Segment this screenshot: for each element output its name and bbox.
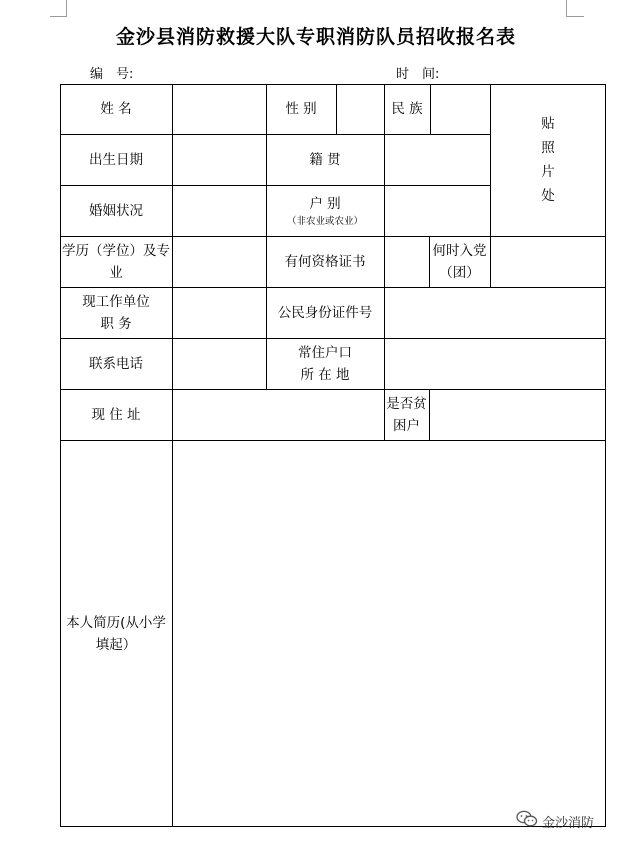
hukou-type-note: （非农业或农业）	[286, 216, 363, 227]
name-field[interactable]	[173, 84, 266, 134]
photo-char: 片	[541, 164, 555, 180]
work-unit-text: 职 务	[100, 316, 132, 332]
resume-text: 本人简历(从小学	[66, 615, 166, 631]
phone-label: 联系电话	[89, 356, 143, 372]
party-join-field[interactable]	[491, 237, 606, 287]
native-place-field[interactable]	[385, 135, 490, 185]
crop-mark-top-right	[566, 16, 584, 17]
work-unit-label	[60, 288, 172, 338]
hukou-type-label	[266, 186, 384, 236]
phone-field[interactable]	[173, 339, 266, 389]
crop-mark-top-left	[50, 16, 67, 17]
wechat-icon	[516, 810, 538, 832]
certificates-field[interactable]	[385, 237, 429, 287]
native-place-label: 籍 贯	[309, 152, 341, 168]
hukou-type-field[interactable]	[385, 186, 490, 236]
work-unit-text: 现工作单位	[82, 294, 150, 310]
ethnicity-field[interactable]	[431, 84, 490, 134]
time-label: 时 间:	[396, 67, 440, 82]
photo-char: 处	[541, 188, 555, 204]
poverty-text: 困户	[393, 418, 420, 434]
address-field[interactable]	[173, 390, 384, 440]
education-field[interactable]	[173, 237, 266, 287]
photo-box[interactable]	[490, 84, 606, 236]
crop-mark-top-left	[66, 0, 67, 16]
resume-text: 填起）	[95, 637, 137, 653]
residence-label	[266, 339, 384, 389]
crop-mark-top-right	[566, 0, 567, 16]
birth-date-field[interactable]	[173, 135, 266, 185]
work-unit-field[interactable]	[173, 288, 266, 338]
poverty-label	[384, 390, 429, 440]
party-join-text: （团）	[439, 265, 480, 281]
id-number-label: 公民身份证件号	[277, 305, 373, 321]
watermark-text: 金沙消防	[542, 815, 595, 831]
education-text: 学历（学位）及专	[62, 243, 170, 259]
photo-char: 照	[541, 140, 555, 156]
address-label: 现 住 址	[91, 407, 141, 423]
education-label	[60, 237, 172, 287]
birth-date-label: 出生日期	[89, 152, 143, 168]
id-number-field[interactable]	[385, 288, 606, 338]
residence-text: 常住户口	[298, 345, 352, 361]
document-title: 金沙县消防救援大队专职消防队员招收报名表	[115, 26, 516, 48]
marital-status-label: 婚姻状况	[89, 203, 143, 219]
party-join-label	[429, 237, 490, 287]
name-label: 姓 名	[100, 101, 132, 117]
residence-text: 所 在 地	[300, 367, 350, 383]
ethnicity-label: 民 族	[391, 101, 423, 117]
party-join-text: 何时入党	[432, 243, 487, 259]
number-label: 编 号:	[90, 67, 134, 82]
resume-field[interactable]	[173, 441, 606, 827]
registration-form	[60, 84, 606, 827]
gender-field[interactable]	[337, 84, 384, 134]
poverty-field[interactable]	[430, 390, 606, 440]
photo-char: 贴	[541, 116, 555, 132]
certificates-label: 有何资格证书	[284, 254, 366, 270]
hukou-type-text: 户 别	[309, 196, 341, 212]
watermark	[516, 810, 594, 832]
poverty-text: 是否贫	[386, 396, 427, 412]
residence-field[interactable]	[385, 339, 606, 389]
resume-label	[60, 441, 172, 827]
education-text: 业	[109, 265, 123, 281]
marital-status-field[interactable]	[173, 186, 266, 236]
gender-label: 性 别	[285, 101, 317, 117]
